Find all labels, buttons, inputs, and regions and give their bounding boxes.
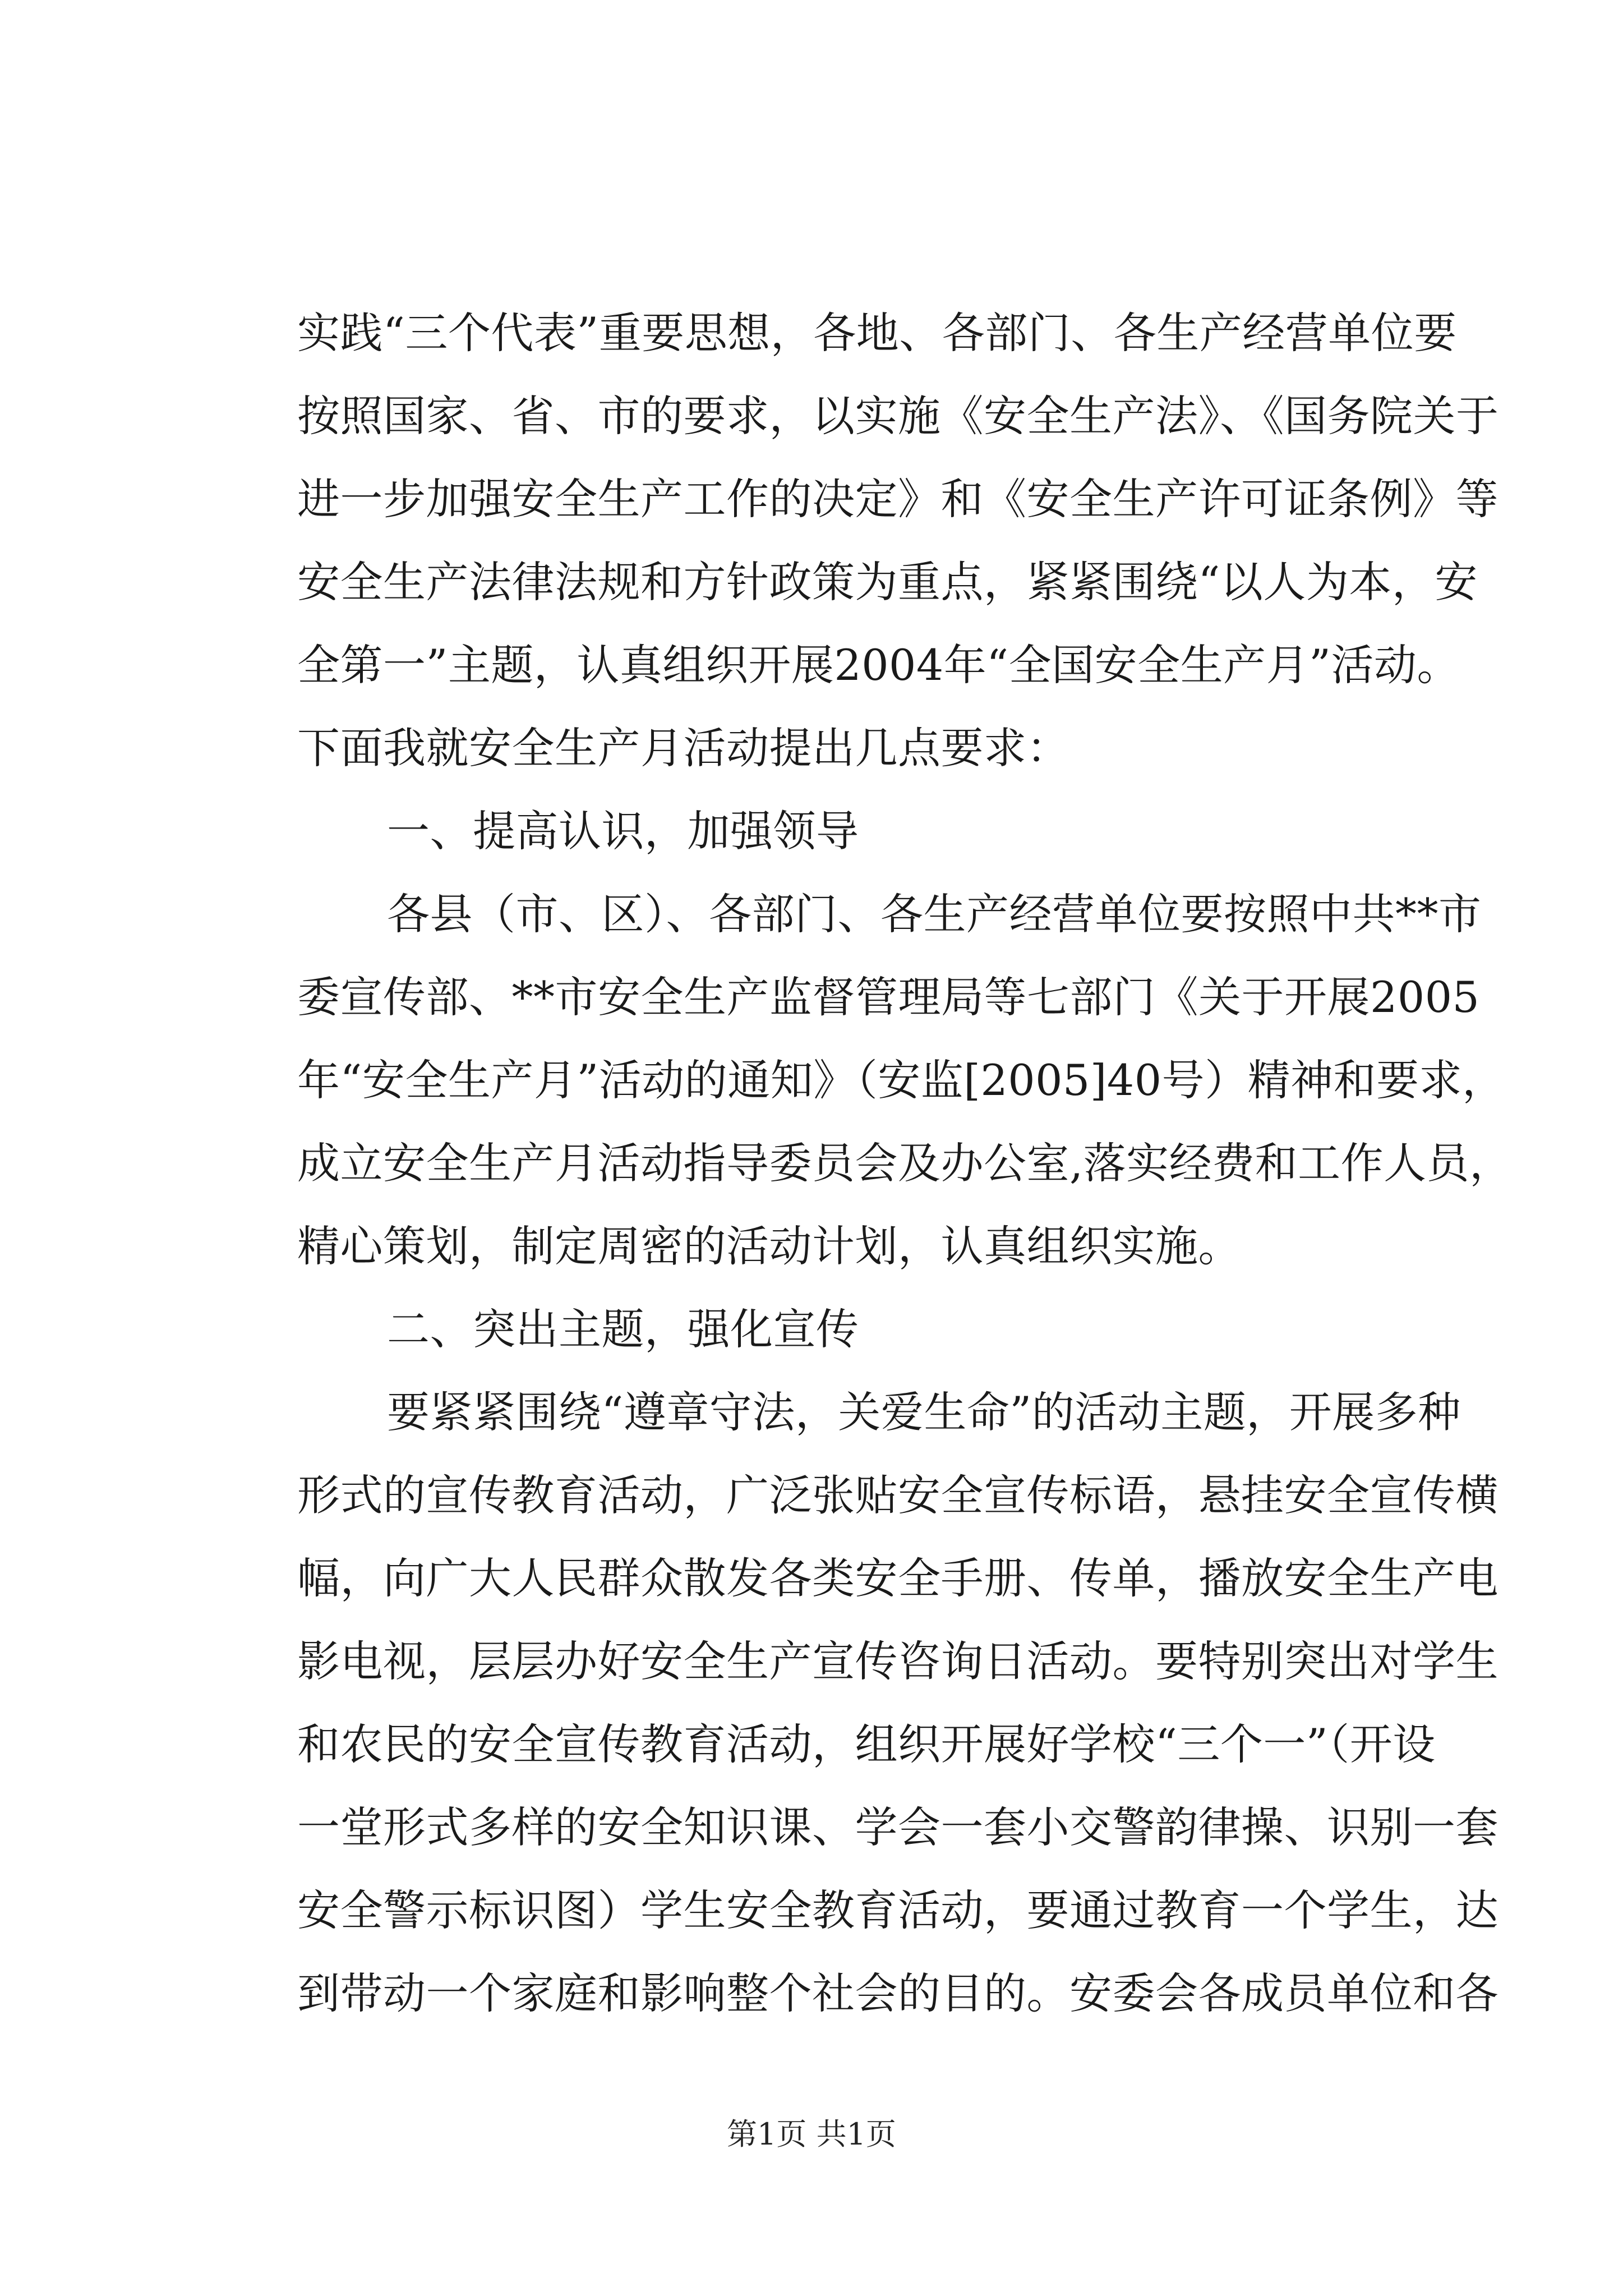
text-line: 各县（市、区）、各部门、各生产经营单位要按照中共**市 bbox=[387, 889, 1482, 939]
text-line: 和农民的安全宣传教育活动，组织开展好学校“三个一”（开设 bbox=[297, 1719, 1436, 1769]
text-line: 委宣传部、**市安全生产监督管理局等七部门《关于开展2005 bbox=[297, 972, 1480, 1022]
text-line: 按照国家、省、市的要求，以实施《安全生产法》、《国务院关于 bbox=[297, 391, 1499, 441]
section-heading-1: 一、提高认识，加强领导 bbox=[387, 806, 859, 856]
text-line: 实践“三个代表”重要思想，各地、各部门、各生产经营单位要 bbox=[297, 308, 1457, 358]
section-heading-2: 二、突出主题，强化宣传 bbox=[387, 1304, 859, 1354]
page-number-label: 第1页 共1页 bbox=[727, 2116, 896, 2152]
document-body bbox=[297, 292, 1513, 2035]
text-line: 全第一”主题，认真组织开展2004年“全国安全生产月”活动。 bbox=[297, 640, 1460, 690]
text-line: 形式的宣传教育活动，广泛张贴安全宣传标语，悬挂安全宣传横 bbox=[297, 1470, 1498, 1520]
text-line: 精心策划，制定周密的活动计划，认真组织实施。 bbox=[297, 1221, 1241, 1271]
page-footer bbox=[0, 2115, 1623, 2154]
text-line: 成立安全生产月活动指导委员会及办公室,落实经费和工作人员， bbox=[297, 1138, 1513, 1188]
text-line: 要紧紧围绕“遵章守法，关爱生命”的活动主题，开展多种 bbox=[387, 1387, 1461, 1437]
text-line: 安全生产法律法规和方针政策为重点，紧紧围绕“以人为本，安 bbox=[297, 557, 1478, 607]
text-line: 幅，向广大人民群众散发各类安全手册、传单，播放安全生产电 bbox=[297, 1553, 1498, 1603]
text-line: 进一步加强安全生产工作的决定》和《安全生产许可证条例》等 bbox=[297, 474, 1498, 524]
text-line: 到带动一个家庭和影响整个社会的目的。安委会各成员单位和各 bbox=[297, 1968, 1498, 2018]
text-line: 影电视，层层办好安全生产宣传咨询日活动。要特别突出对学生 bbox=[297, 1636, 1498, 1686]
text-line: 年“安全生产月”活动的通知》（安监[2005]40号）精神和要求， bbox=[297, 1055, 1505, 1105]
text-line: 一堂形式多样的安全知识课、学会一套小交警韵律操、识别一套 bbox=[297, 1802, 1498, 1852]
text-line: 安全警示标识图）学生安全教育活动，要通过教育一个学生，达 bbox=[297, 1885, 1498, 1935]
text-line: 下面我就安全生产月活动提出几点要求： bbox=[297, 723, 1069, 773]
